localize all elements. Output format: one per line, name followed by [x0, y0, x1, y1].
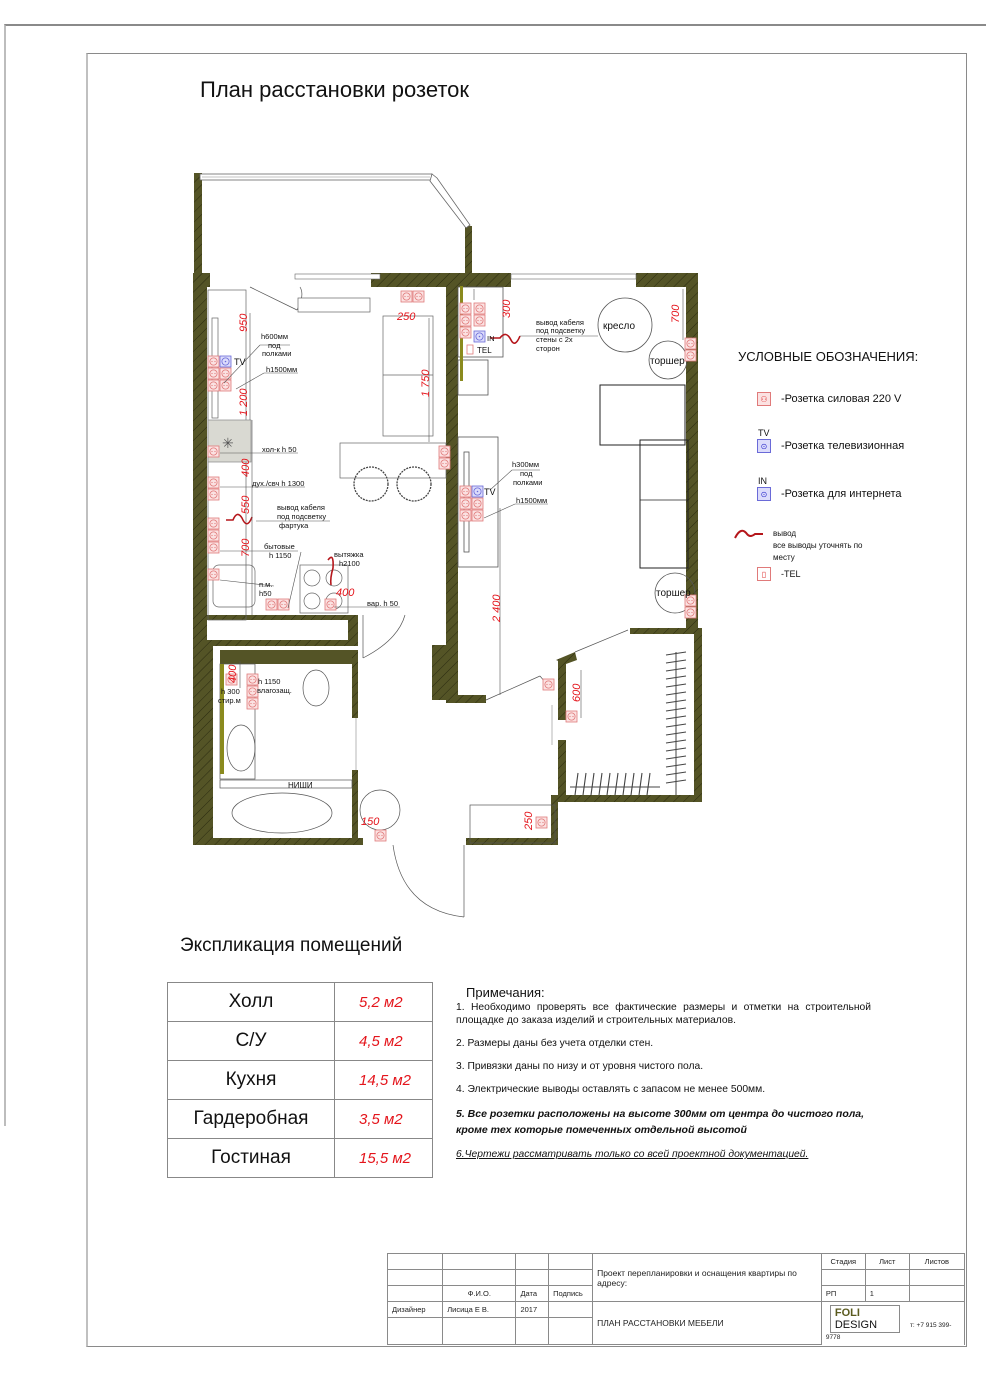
note-item: 2. Размеры даны без учета отделки стен. [456, 1038, 654, 1049]
dim-150: 150 [361, 816, 380, 828]
doors [250, 287, 628, 917]
label-h600: h600мм [261, 332, 288, 341]
tv-socket-icon: ⊙ [757, 439, 771, 453]
explication-title: Экспликация помещений [180, 935, 403, 956]
kitchen-furniture [208, 290, 446, 620]
explication-table [167, 982, 433, 1178]
label-tel: TEL [477, 346, 492, 355]
label-dishwasher-1: п.м. [259, 580, 273, 589]
label-appliances-2: h 1150 [269, 551, 292, 560]
dim-400-a: 400 [240, 458, 252, 477]
label-h300: h300мм [512, 460, 539, 469]
label-h1500-left: h1500мм [266, 365, 298, 374]
note-item: 3. Привязки даны по низу и от уровня чистого пола. [456, 1061, 704, 1072]
label-floor-lamp-2: торшер [656, 588, 691, 599]
room-name: Гардеробная [168, 1100, 335, 1139]
svg-text:✳: ✳ [222, 435, 234, 451]
label-niches: НИШИ [288, 781, 313, 790]
label-armchair: кресло [603, 321, 636, 332]
dim-600: 600 [571, 683, 583, 702]
note-item-emphasis: 5. Все розетки расположены на высоте 300мм от центра до чистого пола, кроме тех которые помеченных отдельной высотой [456, 1108, 865, 1136]
label-tv-left: TV [234, 357, 246, 367]
notes-title: Примечания: [466, 985, 545, 1000]
legend-cable-1: вывод [773, 529, 797, 538]
label-hood-1: вытяжка [334, 550, 364, 559]
title-block [387, 1253, 965, 1345]
label-bath-h1150: h 1150 [258, 677, 281, 686]
label-appliances-1: бытовые [264, 542, 295, 551]
room-area: 14,5 м2 [335, 1061, 433, 1100]
note-item: 1. Необходимо проверять все фактические размеры и отметки на строительной площадке до заказа изделий и строительных материалов. [456, 1002, 871, 1026]
internet-socket-icon: ⊙ [757, 487, 771, 501]
dim-950: 950 [238, 313, 250, 332]
table-row [168, 983, 433, 1022]
dim-250-top: 250 [397, 311, 416, 323]
room-area: 5,2 м2 [335, 983, 433, 1022]
dim-300: 300 [501, 299, 513, 318]
table-row [168, 1061, 433, 1100]
sheets-value [909, 1286, 964, 1302]
company-logo [830, 1305, 900, 1333]
label-cable-wall-4: сторон [536, 344, 560, 353]
notes-list [456, 1001, 871, 1171]
label-bath-washer: стир.м [218, 696, 241, 705]
tel-socket-icon: ▯ [757, 567, 771, 581]
sign-header: Подпись [549, 1286, 593, 1302]
label-oven: дух./свч h 1300 [252, 479, 305, 488]
label-dishwasher-2: h50 [259, 589, 272, 598]
label-under-3: под [520, 469, 533, 478]
table-row [168, 1022, 433, 1061]
label-cable-apron-1: вывод кабеля [277, 503, 325, 512]
label-cable-wall-1: вывод кабеля [536, 318, 584, 327]
room-name: Кухня [168, 1061, 335, 1100]
label-floor-lamp-1: торшер [650, 356, 685, 367]
room-name: Холл [168, 983, 335, 1022]
label-under-2: полками [262, 349, 292, 358]
dim-1200: 1 200 [238, 388, 250, 416]
legend-text: -Розетка телевизионная [781, 440, 905, 452]
legend-title: УСЛОВНЫЕ ОБОЗНАЧЕНИЯ: [738, 349, 919, 364]
fio-header: Ф.И.О. [443, 1286, 516, 1302]
legend-in-tag: IN [758, 476, 767, 486]
room-name: С/У [168, 1022, 335, 1061]
dim-550: 550 [240, 495, 252, 514]
label-hood-2: h2100 [339, 559, 360, 568]
label-fridge: хол-к h 50 [262, 445, 297, 454]
balcony [194, 173, 472, 276]
date-header: Дата [516, 1286, 549, 1302]
label-in: IN [487, 334, 495, 343]
power-socket-icon: ⚇ [757, 392, 771, 406]
label-cable-wall-3: стены с 2х [536, 335, 573, 344]
dim-400-bath: 400 [227, 664, 239, 683]
table-row [168, 1100, 433, 1139]
label-cable-wall-2: под подсветку [536, 326, 586, 335]
logo-line-2: DESIGN [834, 1318, 878, 1331]
design-year: 2017 [516, 1302, 549, 1318]
company-phone: т: +7 915 399-9778 [825, 1322, 952, 1342]
note-item-underlined: 6.Чертежи рассматривать только со всей проектной документацией. [456, 1149, 809, 1160]
label-cooktop: вар. h 50 [367, 599, 399, 608]
legend-item-internet [757, 487, 902, 501]
page-title: План расстановки розеток [200, 77, 470, 102]
dim-700-right: 700 [670, 304, 682, 323]
drawing-title: ПЛАН РАССТАНОВКИ МЕБЕЛИ [593, 1302, 822, 1345]
label-bath-moist: влагозащ. [257, 686, 292, 695]
dim-2400: 2 400 [491, 594, 503, 622]
legend-item-cable [733, 526, 863, 562]
label-cable-apron-2: под подсветку [277, 512, 327, 521]
label-under-4: полками [513, 478, 543, 487]
designer-role: Дизайнер [388, 1302, 443, 1318]
label-bath-h300: h 300 [221, 687, 240, 696]
note-item: 4. Электрические выводы оставлять с запасом не менее 500мм. [456, 1084, 766, 1095]
room-area: 4,5 м2 [335, 1022, 433, 1061]
legend-text: -Розетка силовая 220 V [781, 393, 902, 405]
label-cable-apron-3: фартука [279, 521, 309, 530]
room-area: 3,5 м2 [335, 1100, 433, 1139]
sheets-header: Листов [909, 1254, 964, 1270]
sheet-header: Лист [865, 1254, 909, 1270]
dim-400-b: 400 [336, 587, 355, 599]
stage-header: Стадия [821, 1254, 865, 1270]
legend-tv-tag: TV [758, 428, 770, 438]
dim-250-hall: 250 [523, 811, 535, 830]
legend-item-tv [757, 439, 904, 453]
cable-outlet-icon [733, 526, 773, 542]
room-area: 15,5 м2 [335, 1139, 433, 1178]
label-tv-right: TV [484, 487, 496, 497]
legend-item-tel [757, 567, 801, 581]
label-h1500-right: h1500мм [516, 496, 548, 505]
logo-line-1: FOLI [834, 1306, 860, 1319]
stage-value: РП [821, 1286, 865, 1302]
legend-cable-2: все выводы уточнять по [773, 541, 863, 550]
room-name: Гостиная [168, 1139, 335, 1178]
legend-cable-3: месту [773, 553, 795, 562]
table-row [168, 1139, 433, 1178]
legend-text: -Розетка для интернета [781, 488, 902, 500]
label-under-1: под [268, 341, 281, 350]
designer-name: Лисица Е В. [443, 1302, 516, 1318]
project-description: Проект перепланировки и оснащения квартиры по адресу: [593, 1254, 822, 1302]
sheet-value: 1 [865, 1286, 909, 1302]
legend-text: -TEL [781, 569, 801, 579]
legend-item-power [757, 392, 901, 406]
dim-1750: 1 750 [420, 369, 432, 397]
dim-700-left: 700 [240, 538, 252, 557]
